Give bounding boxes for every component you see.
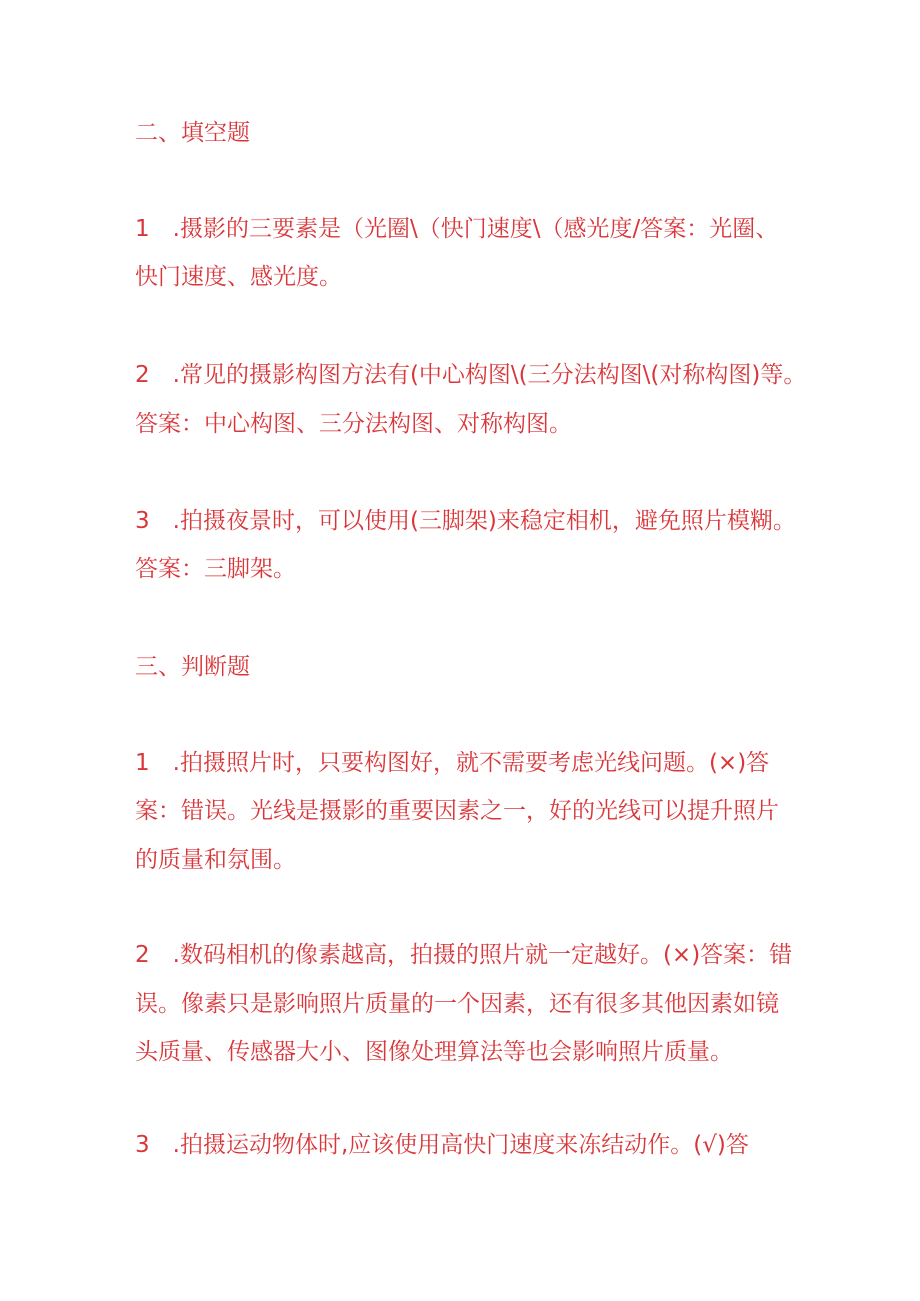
- question-line: 2 .常见的摄影构图方法有(中心构图\(三分法构图\(对称构图)等。: [135, 362, 807, 388]
- question-line: 答案：三脚架。: [135, 556, 296, 582]
- question-line: 快门速度、感光度。: [135, 264, 342, 290]
- question-line: 头质量、传感器大小、图像处理算法等也会影响照片质量。: [135, 1039, 733, 1065]
- question-line: 3 .拍摄夜景时，可以使用(三脚架)来稳定相机，避免照片模糊。: [135, 508, 796, 534]
- question-line: 答案：中心构图、三分法构图、对称构图。: [135, 411, 572, 437]
- question-line: 误。像素只是影响照片质量的一个因素，还有很多其他因素如镜: [135, 991, 779, 1017]
- section-heading-fill-in-blank: 二、填空题: [135, 120, 250, 146]
- question-line: 案：错误。光线是摄影的重要因素之一，好的光线可以提升照片: [135, 798, 779, 824]
- question-line: 2 .数码相机的像素越高，拍摄的照片就一定越好。(×)答案：错: [135, 942, 793, 968]
- question-line: 3 .拍摄运动物体时,应该使用高快门速度来冻结动作。(√)答: [135, 1132, 749, 1158]
- section-heading-true-false: 三、判断题: [135, 654, 250, 680]
- question-line: 1 .摄影的三要素是（光圈\（快门速度\（感光度/答案：光圈、: [135, 216, 779, 242]
- question-line: 的质量和氛围。: [135, 847, 296, 873]
- question-line: 1 .拍摄照片时，只要构图好，就不需要考虑光线问题。(×)答: [135, 750, 770, 776]
